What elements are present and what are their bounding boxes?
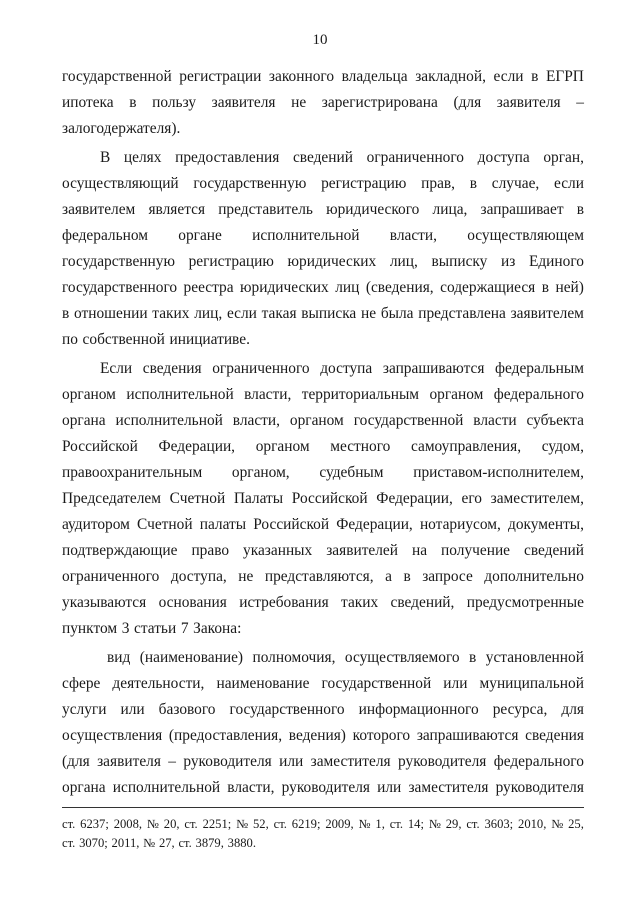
text-line: органа исполнительной власти, руководителя или заместителя руководителя (62, 779, 584, 796)
text-line: в отношении таких лиц, если такая выписка не была представлена заявителем (62, 305, 584, 322)
text-line: федеральном органе исполнительной власти, осуществляющем (62, 227, 584, 244)
text-line: вид (наименование) полномочия, осуществляемого в установленной (107, 649, 584, 666)
page-number: 10 (312, 32, 328, 48)
text-line: государственную регистрацию юридических лиц, выписку из Единого (62, 253, 584, 270)
text-line: В целях предоставления сведений ограниченного доступа орган, (100, 149, 584, 166)
text-line: Российской Федерации, органом местного самоуправления, судом, (62, 438, 584, 455)
text-line: услуги или базового государственного информационного ресурса, для (62, 701, 584, 718)
text-line: ст. 3070; 2011, № 27, ст. 3879, 3880. (62, 836, 256, 850)
text-line: органа исполнительной власти, органом государственной власти субъекта (62, 412, 584, 429)
text-line: правоохранительным органом, судебным приставом-исполнителем, (62, 464, 584, 481)
text-line: по собственной инициативе. (62, 331, 250, 348)
paragraph (62, 645, 584, 801)
text-line: сфере деятельности, наименование государственной или муниципальной (62, 675, 584, 692)
text-line: аудитором Счетной палаты Российской Федерации, нотариусом, документы, (62, 516, 584, 533)
text-line: подтверждающие право указанных заявителей на получение сведений (62, 542, 584, 559)
paragraph (62, 64, 584, 142)
text-line: государственного реестра юридических лиц (сведения, содержащиеся в ней) (62, 279, 584, 296)
text-line: государственной регистрации законного владельца закладной, если в ЕГРП (62, 68, 584, 85)
text-line: Председателем Счетной Палаты Российской Федерации, его заместителем, (62, 490, 584, 507)
paragraph (62, 356, 584, 642)
text-line: ограниченного доступа, не представляются, а в запросе дополнительно (62, 568, 584, 585)
paragraph (62, 145, 584, 353)
text-line: указываются основания истребования таких сведений, предусмотренные (62, 594, 584, 611)
text-line: органом исполнительной власти, территориальным органом федерального (62, 386, 584, 403)
footnote (62, 815, 584, 853)
document-body (62, 64, 584, 801)
text-line: пунктом 3 статьи 7 Закона: (62, 620, 242, 637)
text-line: ст. 6237; 2008, № 20, ст. 2251; № 52, ст. 6219; 2009, № 1, ст. 14; № 29, ст. 3603; 2010, № 25, (62, 817, 584, 831)
text-line: залогодержателя). (62, 120, 181, 137)
text-line: заявителем является представитель юридического лица, запрашивает в (62, 201, 584, 218)
text-line: осуществляющий государственную регистрацию прав, в случае, если (62, 175, 584, 192)
text-line: Если сведения ограниченного доступа запрашиваются федеральным (100, 360, 584, 377)
text-line: ипотека в пользу заявителя не зарегистрирована (для заявителя – (62, 94, 584, 111)
text-line: (для заявителя – руководителя или заместителя руководителя федерального (62, 753, 584, 770)
text-line: осуществления (предоставления, ведения) которого запрашиваются сведения (62, 727, 584, 744)
footnote-divider (62, 807, 584, 808)
